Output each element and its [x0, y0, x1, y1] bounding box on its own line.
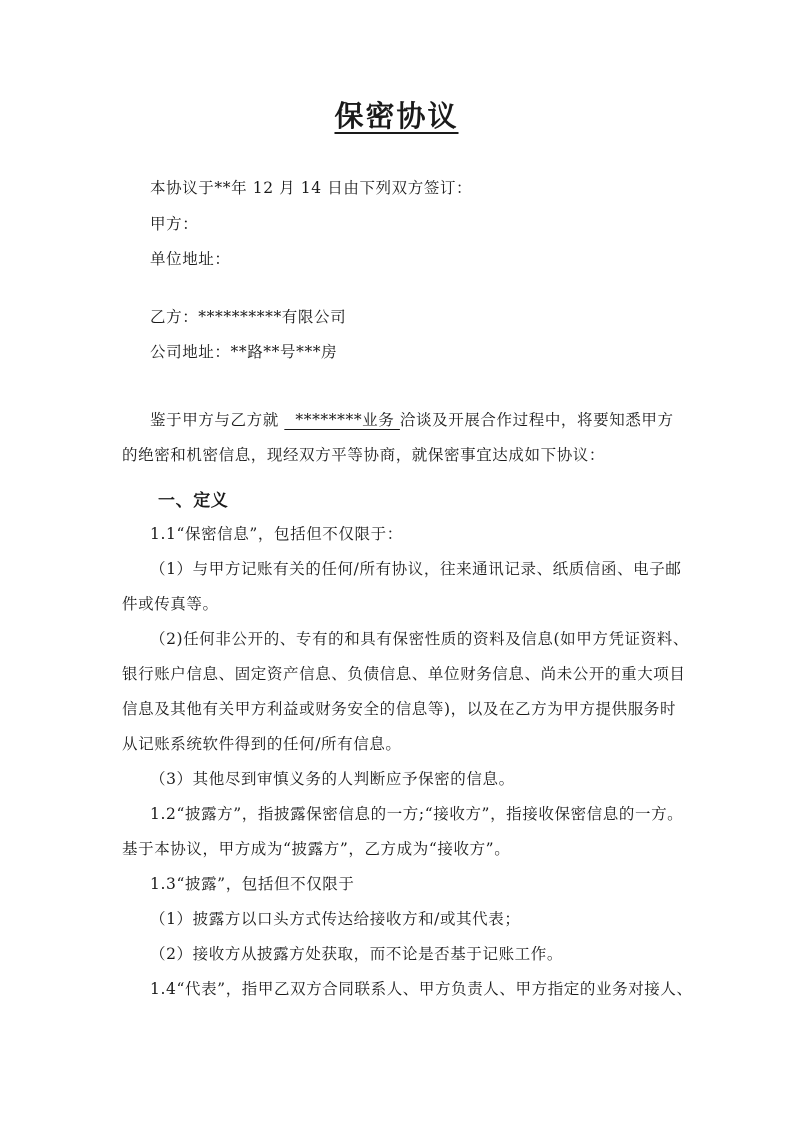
- clause-1-2-line-2: 基于本协议，甲方成为“披露方”，乙方成为“接收方”。: [122, 840, 511, 858]
- clause-1-3-item-2: （2）接收方从披露方处获取，而不论是否基于记账工作。: [150, 945, 563, 963]
- document-title: 保密协议: [334, 99, 459, 133]
- party-b-line: 乙方：**********有限公司: [150, 308, 347, 326]
- clause-1-1-item-2-line-1: （2)任何非公开的、专有的和具有保密性质的资料及信息(如甲方凭证资料、: [150, 630, 689, 648]
- clause-1-3-item-1: （1）披露方以口头方式传达给接收方和/或其代表；: [150, 910, 521, 928]
- clause-1-1-item-3: （3）其他尽到审慎义务的人判断应予保密的信息。: [150, 770, 515, 788]
- party-b-address-line: 公司地址：**路**号***房: [150, 343, 338, 361]
- clause-1-1: 1.1“保密信息”，包括但不仅限于：: [150, 525, 403, 543]
- clause-1-4: 1.4“代表”，指甲乙双方合同联系人、甲方负责人、甲方指定的业务对接人、: [150, 980, 693, 998]
- recital-suffix: 洽谈及开展合作过程中，将要知悉甲方: [399, 411, 674, 429]
- recital-line: [150, 408, 674, 430]
- clause-1-3: 1.3“披露”，包括但不仅限于: [150, 875, 355, 893]
- recital-underlined-business: ********业务: [284, 411, 400, 429]
- recital-prefix: 鉴于甲方与乙方就: [150, 411, 285, 429]
- clause-1-2-line-1: 1.2“披露方”，指披露保密信息的一方;“接收方”，指接收保密信息的一方。: [150, 805, 684, 823]
- clause-1-1-item-1-line-1: （1）与甲方记账有关的任何/所有协议，往来通讯记录、纸质信函、电子邮: [150, 560, 682, 578]
- clause-1-1-item-1-line-2: 件或传真等。: [122, 595, 219, 613]
- clause-1-1-item-2-line-3: 信息及其他有关甲方利益或财务安全的信息等)，以及在乙方为甲方提供服务时: [122, 700, 677, 718]
- document-title-wrap: [0, 94, 793, 135]
- party-a-address-label: 单位地址：: [150, 250, 231, 268]
- recital-continuation: 的绝密和机密信息，现经双方平等协商，就保密事宜达成如下协议：: [122, 446, 606, 464]
- party-a-label: 甲方：: [150, 215, 199, 233]
- clause-1-1-item-2-line-4: 从记账系统软件得到的任何/所有信息。: [122, 735, 402, 753]
- clause-1-1-item-2-line-2: 银行账户信息、固定资产信息、负债信息、单位财务信息、尚未公开的重大项目: [122, 665, 686, 683]
- preamble: 本协议于**年 12 月 14 日由下列双方签订：: [150, 179, 473, 197]
- section-1-heading: 一、定义: [158, 491, 229, 511]
